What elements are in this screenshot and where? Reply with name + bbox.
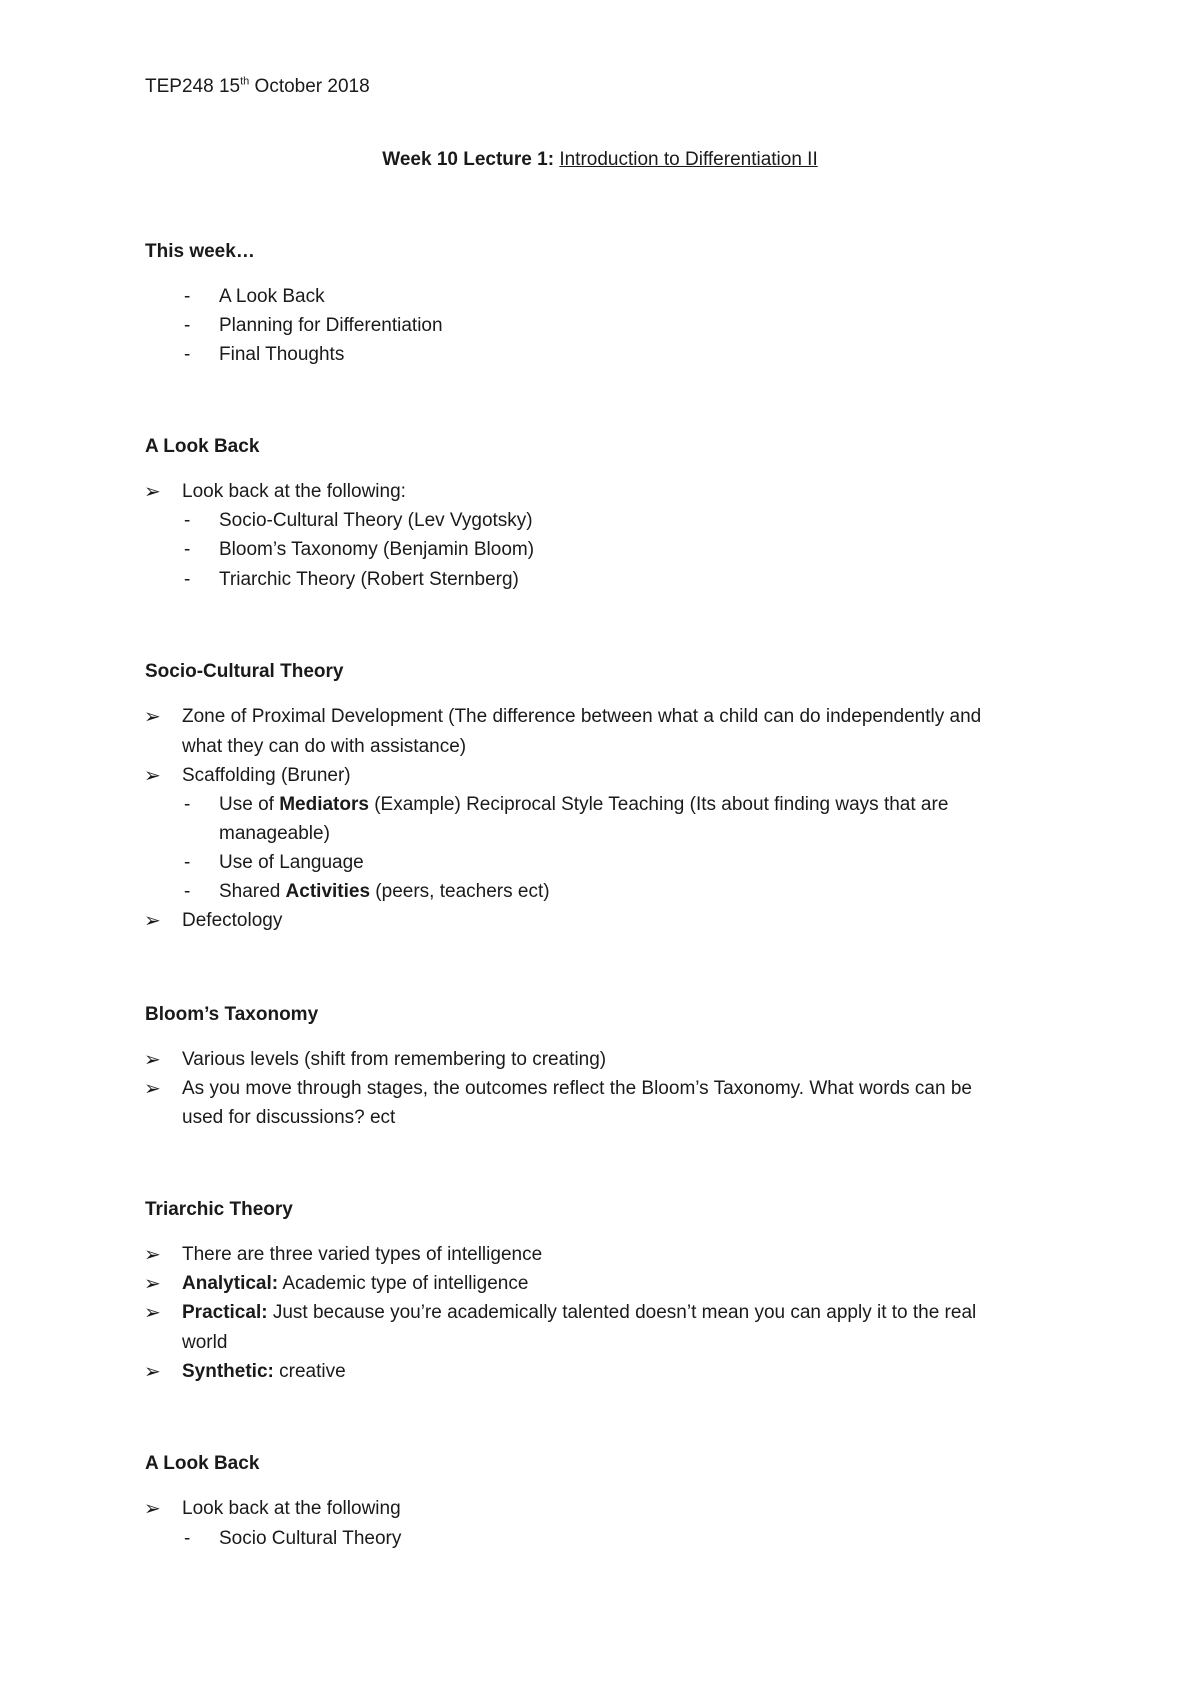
list-item-text: Planning for Differentiation (219, 315, 443, 336)
triarchic-heading: Triarchic Theory (145, 1199, 293, 1220)
dash-bullet: - (184, 852, 191, 873)
arrow-item-continuation: world (182, 1332, 228, 1353)
title-underlined: Introduction to Differentiation II (559, 149, 818, 170)
arrow-item-text: Look back at the following: (182, 481, 406, 502)
arrow-bullet-icon: ➢ (144, 481, 161, 503)
header-line (145, 74, 370, 100)
dash-bullet: - (184, 286, 191, 307)
arrow-bullet-icon: ➢ (144, 1361, 161, 1383)
practical-label: Practical: (182, 1302, 268, 1323)
synthetic-text: creative (273, 1361, 346, 1382)
dash-bullet: - (184, 569, 191, 590)
date-day: 15 (218, 76, 241, 97)
list-item-text: Socio-Cultural Theory (Lev Vygotsky) (219, 510, 533, 531)
title-bold: Week 10 Lecture 1: (382, 149, 555, 170)
arrow-bullet-icon: ➢ (144, 1244, 161, 1266)
arrow-item-text (182, 1300, 976, 1326)
date-day-suffix: th (240, 75, 250, 88)
arrow-item-continuation: used for discussions? ect (182, 1107, 396, 1128)
arrow-item-text: Scaffolding (Bruner) (182, 765, 351, 786)
analytical-label: Analytical: (182, 1273, 279, 1294)
analytical-text: Academic type of intelligence (278, 1273, 529, 1294)
arrow-bullet-icon: ➢ (144, 1078, 161, 1100)
arrow-item-text: Look back at the following (182, 1498, 401, 1519)
arrow-bullet-icon: ➢ (144, 1049, 161, 1071)
dash-bullet: - (184, 881, 191, 902)
shared-bold: Activities (285, 881, 371, 902)
arrow-item-text: There are three varied types of intelligence (182, 1244, 543, 1265)
arrow-item-text: Defectology (182, 910, 283, 931)
list-item-text: Socio Cultural Theory (219, 1528, 402, 1549)
dash-bullet: - (184, 344, 191, 365)
list-item-text: A Look Back (219, 286, 325, 307)
arrow-item-text: Zone of Proximal Development (The difference between what a child can do independently and (182, 706, 982, 727)
arrow-item-continuation: what they can do with assistance) (182, 736, 467, 757)
mediators-pre: Use of (219, 794, 280, 815)
page-title (0, 147, 1200, 173)
dash-bullet: - (184, 510, 191, 531)
look-back-heading: A Look Back (145, 436, 260, 457)
mediators-post: (Example) Reciprocal Style Teaching (Its about finding ways that are (368, 794, 949, 815)
dash-bullet: - (184, 794, 191, 815)
look-back-heading-2: A Look Back (145, 1453, 260, 1474)
arrow-bullet-icon: ➢ (144, 1273, 161, 1295)
list-item-continuation: manageable) (219, 823, 330, 844)
arrow-bullet-icon: ➢ (144, 1498, 161, 1520)
arrow-item-text (182, 1359, 346, 1385)
list-item-text (219, 792, 948, 818)
arrow-item-text: Various levels (shift from remembering to creating) (182, 1049, 607, 1070)
arrow-item-text: As you move through stages, the outcomes reflect the Bloom’s Taxonomy. What words can be (182, 1078, 972, 1099)
arrow-bullet-icon: ➢ (144, 706, 161, 728)
dash-bullet: - (184, 315, 191, 336)
list-item-text: Final Thoughts (219, 344, 345, 365)
dash-bullet: - (184, 539, 191, 560)
arrow-item-text (182, 1271, 528, 1297)
this-week-heading: This week… (145, 241, 255, 262)
practical-text: Just because you’re academically talented doesn’t mean you can apply it to the real (267, 1302, 977, 1323)
blooms-heading: Bloom’s Taxonomy (145, 1004, 319, 1025)
arrow-bullet-icon: ➢ (144, 1302, 161, 1324)
arrow-bullet-icon: ➢ (144, 765, 161, 787)
date-month-year: October 2018 (254, 76, 370, 97)
mediators-bold: Mediators (279, 794, 369, 815)
list-item-text: Use of Language (219, 852, 364, 873)
shared-pre: Shared (219, 881, 286, 902)
course-code: TEP248 (145, 76, 214, 97)
list-item-text: Triarchic Theory (Robert Sternberg) (219, 569, 519, 590)
socio-cultural-heading: Socio-Cultural Theory (145, 661, 344, 682)
dash-bullet: - (184, 1528, 191, 1549)
synthetic-label: Synthetic: (182, 1361, 274, 1382)
shared-post: (peers, teachers ect) (370, 881, 550, 902)
list-item-text: Bloom’s Taxonomy (Benjamin Bloom) (219, 539, 535, 560)
arrow-bullet-icon: ➢ (144, 910, 161, 932)
list-item-text (219, 879, 550, 905)
